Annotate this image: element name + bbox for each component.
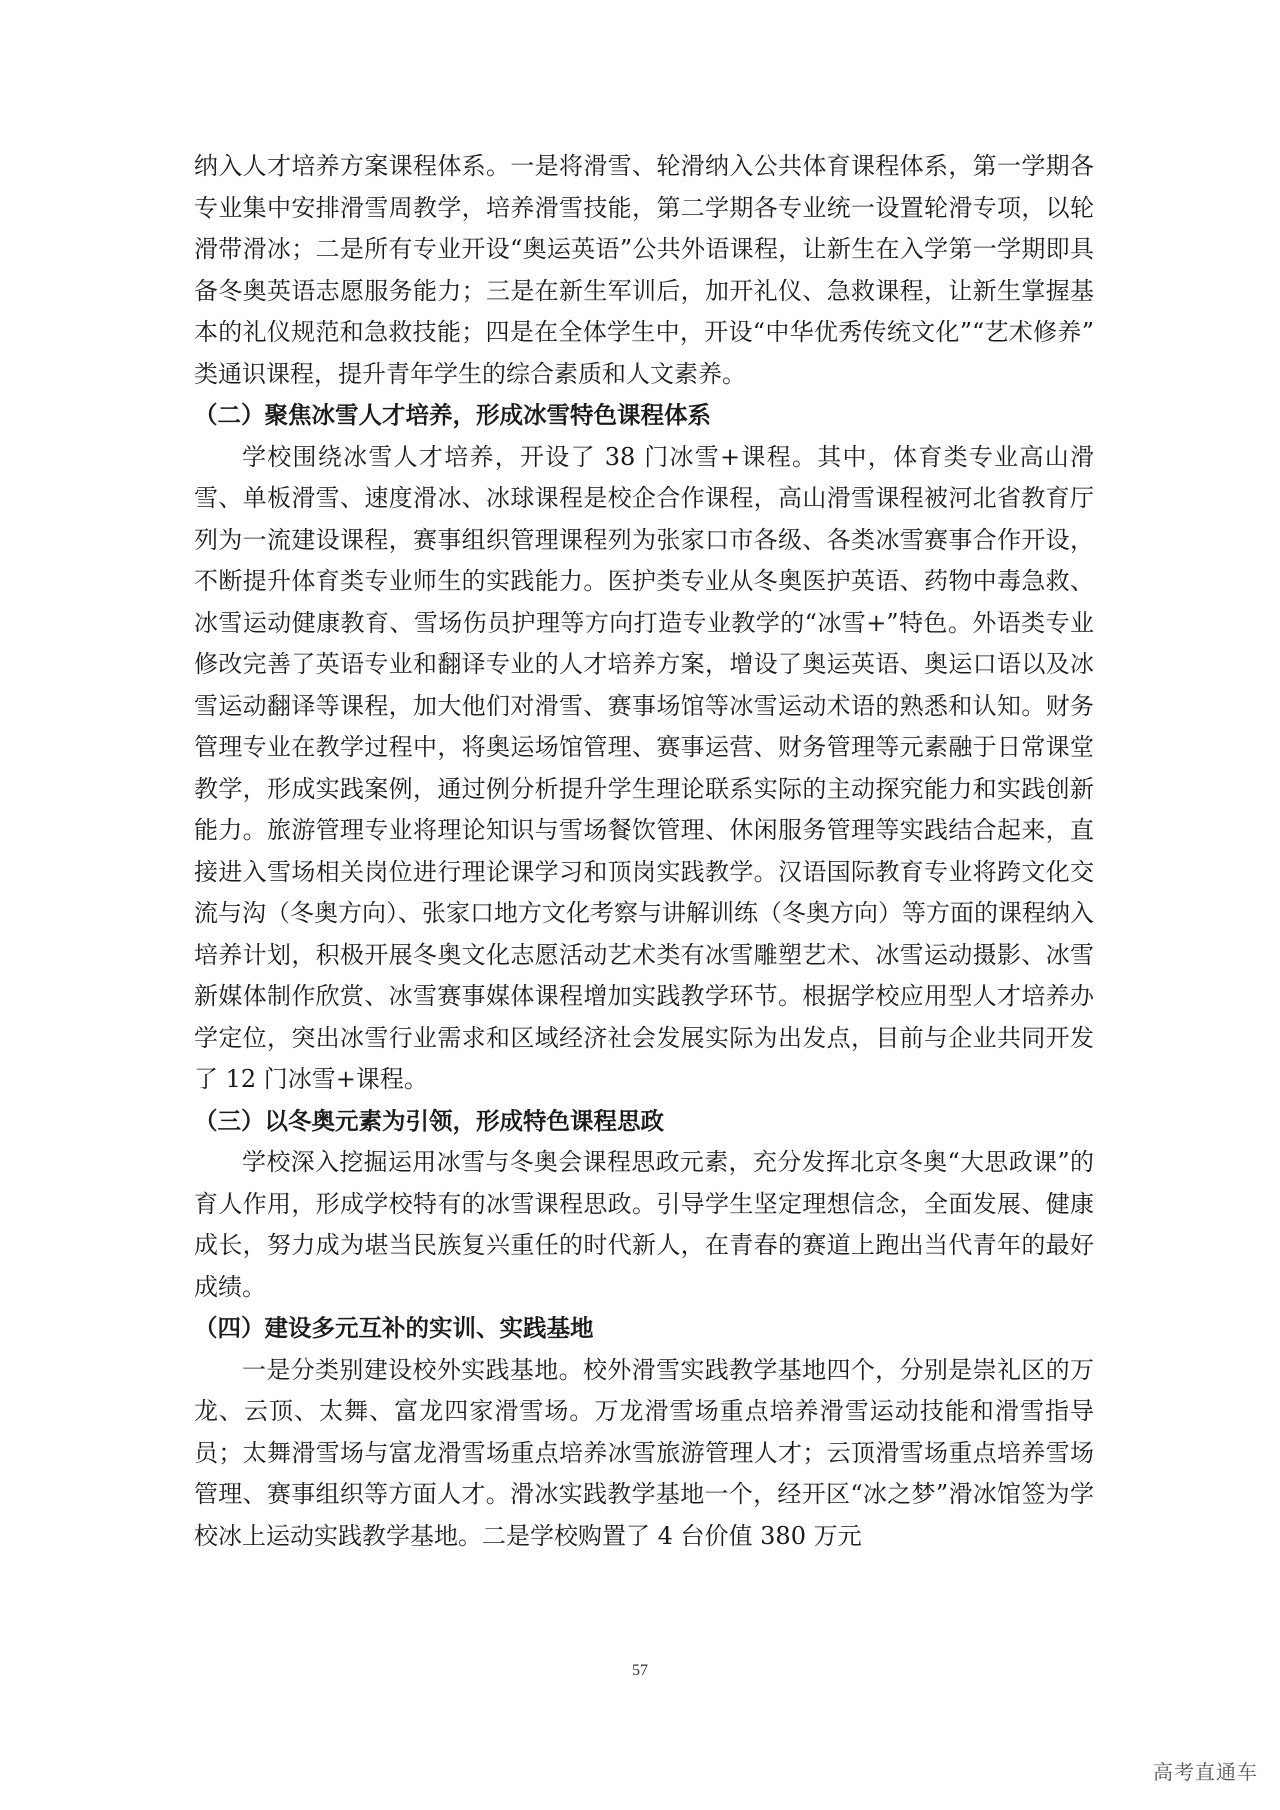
page-number: 57 <box>632 1662 648 1679</box>
section-heading-3: （三）以冬奥元素为引领，形成特色课程思政 <box>194 1106 664 1135</box>
watermark-text: 高考直通车 <box>1153 1760 1258 1784</box>
paragraph-ice-snow-courses: 学校围绕冰雪人才培养，开设了 38 门冰雪+课程。其中，体育类专业高山滑雪、单板滑雪、速度滑冰、冰球课程是校企合作课程，高山滑雪课程被河北省教育厅列为一流建设课程，赛事组织管理课程列为张家口市各级、各类冰雪赛事合作开设，不断提升体育类专业师生的实践能力。医护类专业从冬奥医护英语、药物中毒急救、冰雪运动健康教育、雪场伤员护理等方向打造专业教学的“冰雪+”特色。外语类专业修改完善了英语专业和翻译专业的人才培养方案，增设了奥运英语、奥运口语以及冰雪运动翻译等课程，加大他们对滑雪、赛事场馆等冰雪运动术语的熟悉和认知。财务管理专业在教学过程中，将奥运场馆管理、赛事运营、财务管理等元素融于日常课堂教学，形成实践案例，通过例分析提升学生理论联系实际的主动探究能力和实践创新能力。旅游管理专业将理论知识与雪场餐饮管理、休闲服务管理等实践结合起来，直接进入雪场相关岗位进行理论课学习和顶岗实践教学。汉语国际教育专业将跨文化交流与沟（冬奥方向）、张家口地方文化考察与讲解训练（冬奥方向）等方面的课程纳入培养计划，积极开展冬奥文化志愿活动艺术类有冰雪雕塑艺术、冰雪运动摄影、冰雪新媒体制作欣赏、冰雪赛事媒体课程增加实践教学环节。根据学校应用型人才培养办学定位，突出冰雪行业需求和区域经济社会发展实际为出发点，目前与企业共同开发了 12 门冰雪+课程。 <box>194 442 1094 1093</box>
paragraph-continued: 纳入人才培养方案课程体系。一是将滑雪、轮滑纳入公共体育课程体系，第一学期各专业集中安排滑雪周教学，培养滑雪技能，第二学期各专业统一设置轮滑专项，以轮滑带滑冰；二是所有专业开设“奥运英语”公共外语课程，让新生在入学第一学期即具备冬奥英语志愿服务能力；三是在新生军训后，加开礼仪、急救课程，让新生掌握基本的礼仪规范和急救技能；四是在全体学生中，开设“中华优秀传统文化”“艺术修养”类通识课程，提升青年学生的综合素质和人文素养。 <box>194 152 1094 388</box>
section-heading-4: （四）建设多元互补的实训、实践基地 <box>194 1314 594 1342</box>
paragraph-course-ideology: 学校深入挖掘运用冰雪与冬奥会课程思政元素，充分发挥北京冬奥“大思政课”的育人作用，形成学校特有的冰雪课程思政。引导学生坚定理想信念，全面发展、健康成长，努力成为堪当民族复兴重任的时代新人，在青春的赛道上跑出当代青年的最好成绩。 <box>194 1148 1094 1301</box>
section-heading-2: （二）聚焦冰雪人才培养，形成冰雪特色课程体系 <box>194 401 711 429</box>
paragraph-practice-bases: 一是分类别建设校外实践基地。校外滑雪实践教学基地四个，分别是崇礼区的万龙、云顶、太舞、富龙四家滑雪场。万龙滑雪场重点培养滑雪运动技能和滑雪指导员；太舞滑雪场与富龙滑雪场重点培养冰雪旅游管理人才；云顶滑雪场重点培养雪场管理、赛事组织等方面人才。滑冰实践教学基地一个，经开区“冰之梦”滑冰馆签为学校冰上运动实践教学基地。二是学校购置了 4 台价值 380 万元 <box>194 1355 1094 1550</box>
document-body <box>194 146 1094 1557</box>
